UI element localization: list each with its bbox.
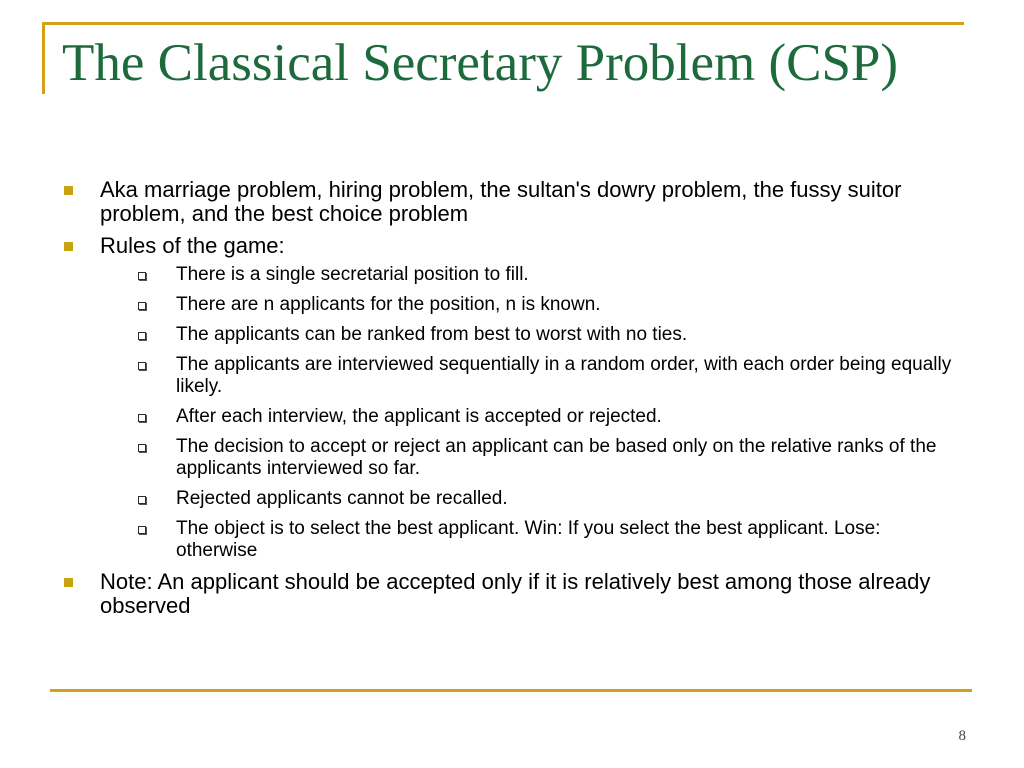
sub-bullet-list — [100, 264, 962, 562]
hollow-square-bullet-icon — [138, 496, 146, 504]
sub-bullet-item — [100, 354, 962, 398]
square-bullet-icon — [64, 242, 73, 251]
hollow-square-bullet-icon — [138, 362, 146, 370]
bullet-item — [62, 234, 962, 562]
bullet-list — [62, 178, 962, 626]
sub-bullet-item — [100, 294, 962, 316]
hollow-square-bullet-icon — [138, 526, 146, 534]
sub-bullet-text: The object is to select the best applicant. Win: If you select the best applicant. Lose: otherwise — [176, 518, 881, 561]
bullet-item — [62, 570, 962, 618]
square-bullet-icon — [64, 186, 73, 195]
sub-bullet-text: The applicants are interviewed sequentially in a random order, with each order being equally likely. — [176, 354, 952, 397]
bullet-text: Aka marriage problem, hiring problem, the sultan's dowry problem, the fussy suitor problem, and the best choice problem — [100, 177, 902, 226]
sub-bullet-item — [100, 488, 962, 510]
sub-bullet-item — [100, 406, 962, 428]
sub-bullet-item — [100, 264, 962, 286]
sub-bullet-text: There is a single secretarial position to fill. — [176, 264, 529, 285]
page-number: 8 — [958, 728, 966, 744]
sub-bullet-item — [100, 518, 962, 562]
frame-top-line — [42, 22, 964, 25]
sub-bullet-item — [100, 436, 962, 480]
hollow-square-bullet-icon — [138, 332, 146, 340]
sub-bullet-text: The decision to accept or reject an applicant can be based only on the relative ranks of the applicants interviewed so far. — [176, 436, 937, 479]
hollow-square-bullet-icon — [138, 302, 146, 310]
bullet-item — [62, 178, 962, 226]
hollow-square-bullet-icon — [138, 272, 146, 280]
sub-bullet-text: There are n applicants for the position, n is known. — [176, 294, 601, 315]
bullet-text: Note: An applicant should be accepted only if it is relatively best among those already observed — [100, 569, 931, 618]
square-bullet-icon — [64, 578, 73, 587]
bullet-text: Rules of the game: — [100, 233, 285, 258]
frame-bottom-line — [50, 689, 972, 692]
sub-bullet-text: Rejected applicants cannot be recalled. — [176, 488, 508, 509]
slide-title: The Classical Secretary Problem (CSP) — [62, 34, 899, 92]
sub-bullet-text: After each interview, the applicant is accepted or rejected. — [176, 406, 662, 427]
sub-bullet-item — [100, 324, 962, 346]
sub-bullet-text: The applicants can be ranked from best to worst with no ties. — [176, 324, 688, 345]
frame-left-line — [42, 22, 45, 94]
hollow-square-bullet-icon — [138, 414, 146, 422]
hollow-square-bullet-icon — [138, 444, 146, 452]
